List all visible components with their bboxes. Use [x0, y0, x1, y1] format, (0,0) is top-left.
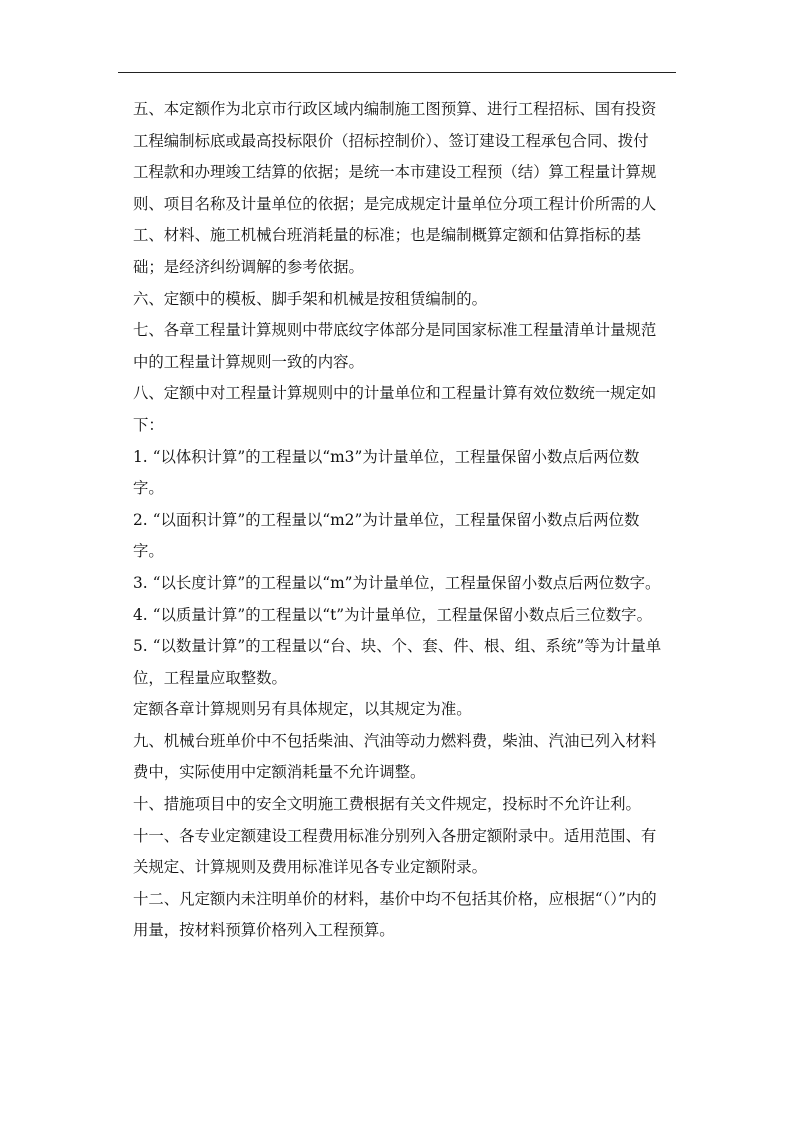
document-body: [133, 94, 663, 947]
paragraph-9-fuel: 九、机械台班单价中不包括柴油、汽油等动力燃料费，柴油、汽油已列入材料费中，实际使用中定额消耗量不允许调整。: [133, 731, 657, 782]
paragraph-11-appendix: 十一、各专业定额建设工程费用标准分别列入各册定额附录中。适用范围、有关规定、计算规则及费用标准详见各专业定额附录。: [133, 826, 657, 877]
paragraph-5-scope: 五、本定额作为北京市行政区域内编制施工图预算、进行工程招标、国有投资工程编制标底或最高投标限价（招标控制价）、签订建设工程承包合同、拨付工程款和办理竣工结算的依据；是统一本市建设工程预（结）算工程量计算规则、项目名称及计量单位的依据；是完成规定计量单位分项工程计价所需的人工、材料、施工机械台班消耗量的标准；也是编制概算定额和估算指标的基础；是经济纠纷调解的参考依据。: [133, 100, 657, 276]
list-item-volume: 1. “以体积计算”的工程量以“m3”为计量单位，工程量保留小数点后两位数字。: [133, 447, 640, 498]
paragraph-10-safety: 十、措施项目中的安全文明施工费根据有关文件规定，投标时不允许让利。: [133, 795, 641, 814]
paragraph-chapter-rules: 定额各章计算规则另有具体规定，以其规定为准。: [133, 700, 472, 719]
list-item-area: 2. “以面积计算”的工程量以“m2”为计量单位，工程量保留小数点后两位数字。: [133, 510, 640, 561]
paragraph-7-shaded-text: 七、各章工程量计算规则中带底纹字体部分是同国家标准工程量清单计量规范中的工程量计算规则一致的内容。: [133, 321, 657, 371]
header-rule: [118, 72, 676, 73]
paragraph-12-materials: 十二、凡定额内未注明单价的材料，基价中均不包括其价格，应根据“（）”内的用量，按材料预算价格列入工程预算。: [133, 889, 657, 940]
paragraph-6-rental: 六、定额中的模板、脚手架和机械是按租赁编制的。: [133, 289, 487, 308]
paragraph-8-units: 八、定额中对工程量计算规则中的计量单位和工程量计算有效位数统一规定如下：: [133, 384, 657, 434]
list-item-mass: 4. “以质量计算”的工程量以“t”为计量单位，工程量保留小数点后三位数字。: [133, 605, 652, 624]
list-item-length: 3. “以长度计算”的工程量以“m”为计量单位，工程量保留小数点后两位数字。: [133, 573, 661, 592]
list-item-quantity: 5. “以数量计算”的工程量以“台、块、个、套、件、根、组、系统”等为计量单位，工程量应取整数。: [133, 637, 662, 687]
